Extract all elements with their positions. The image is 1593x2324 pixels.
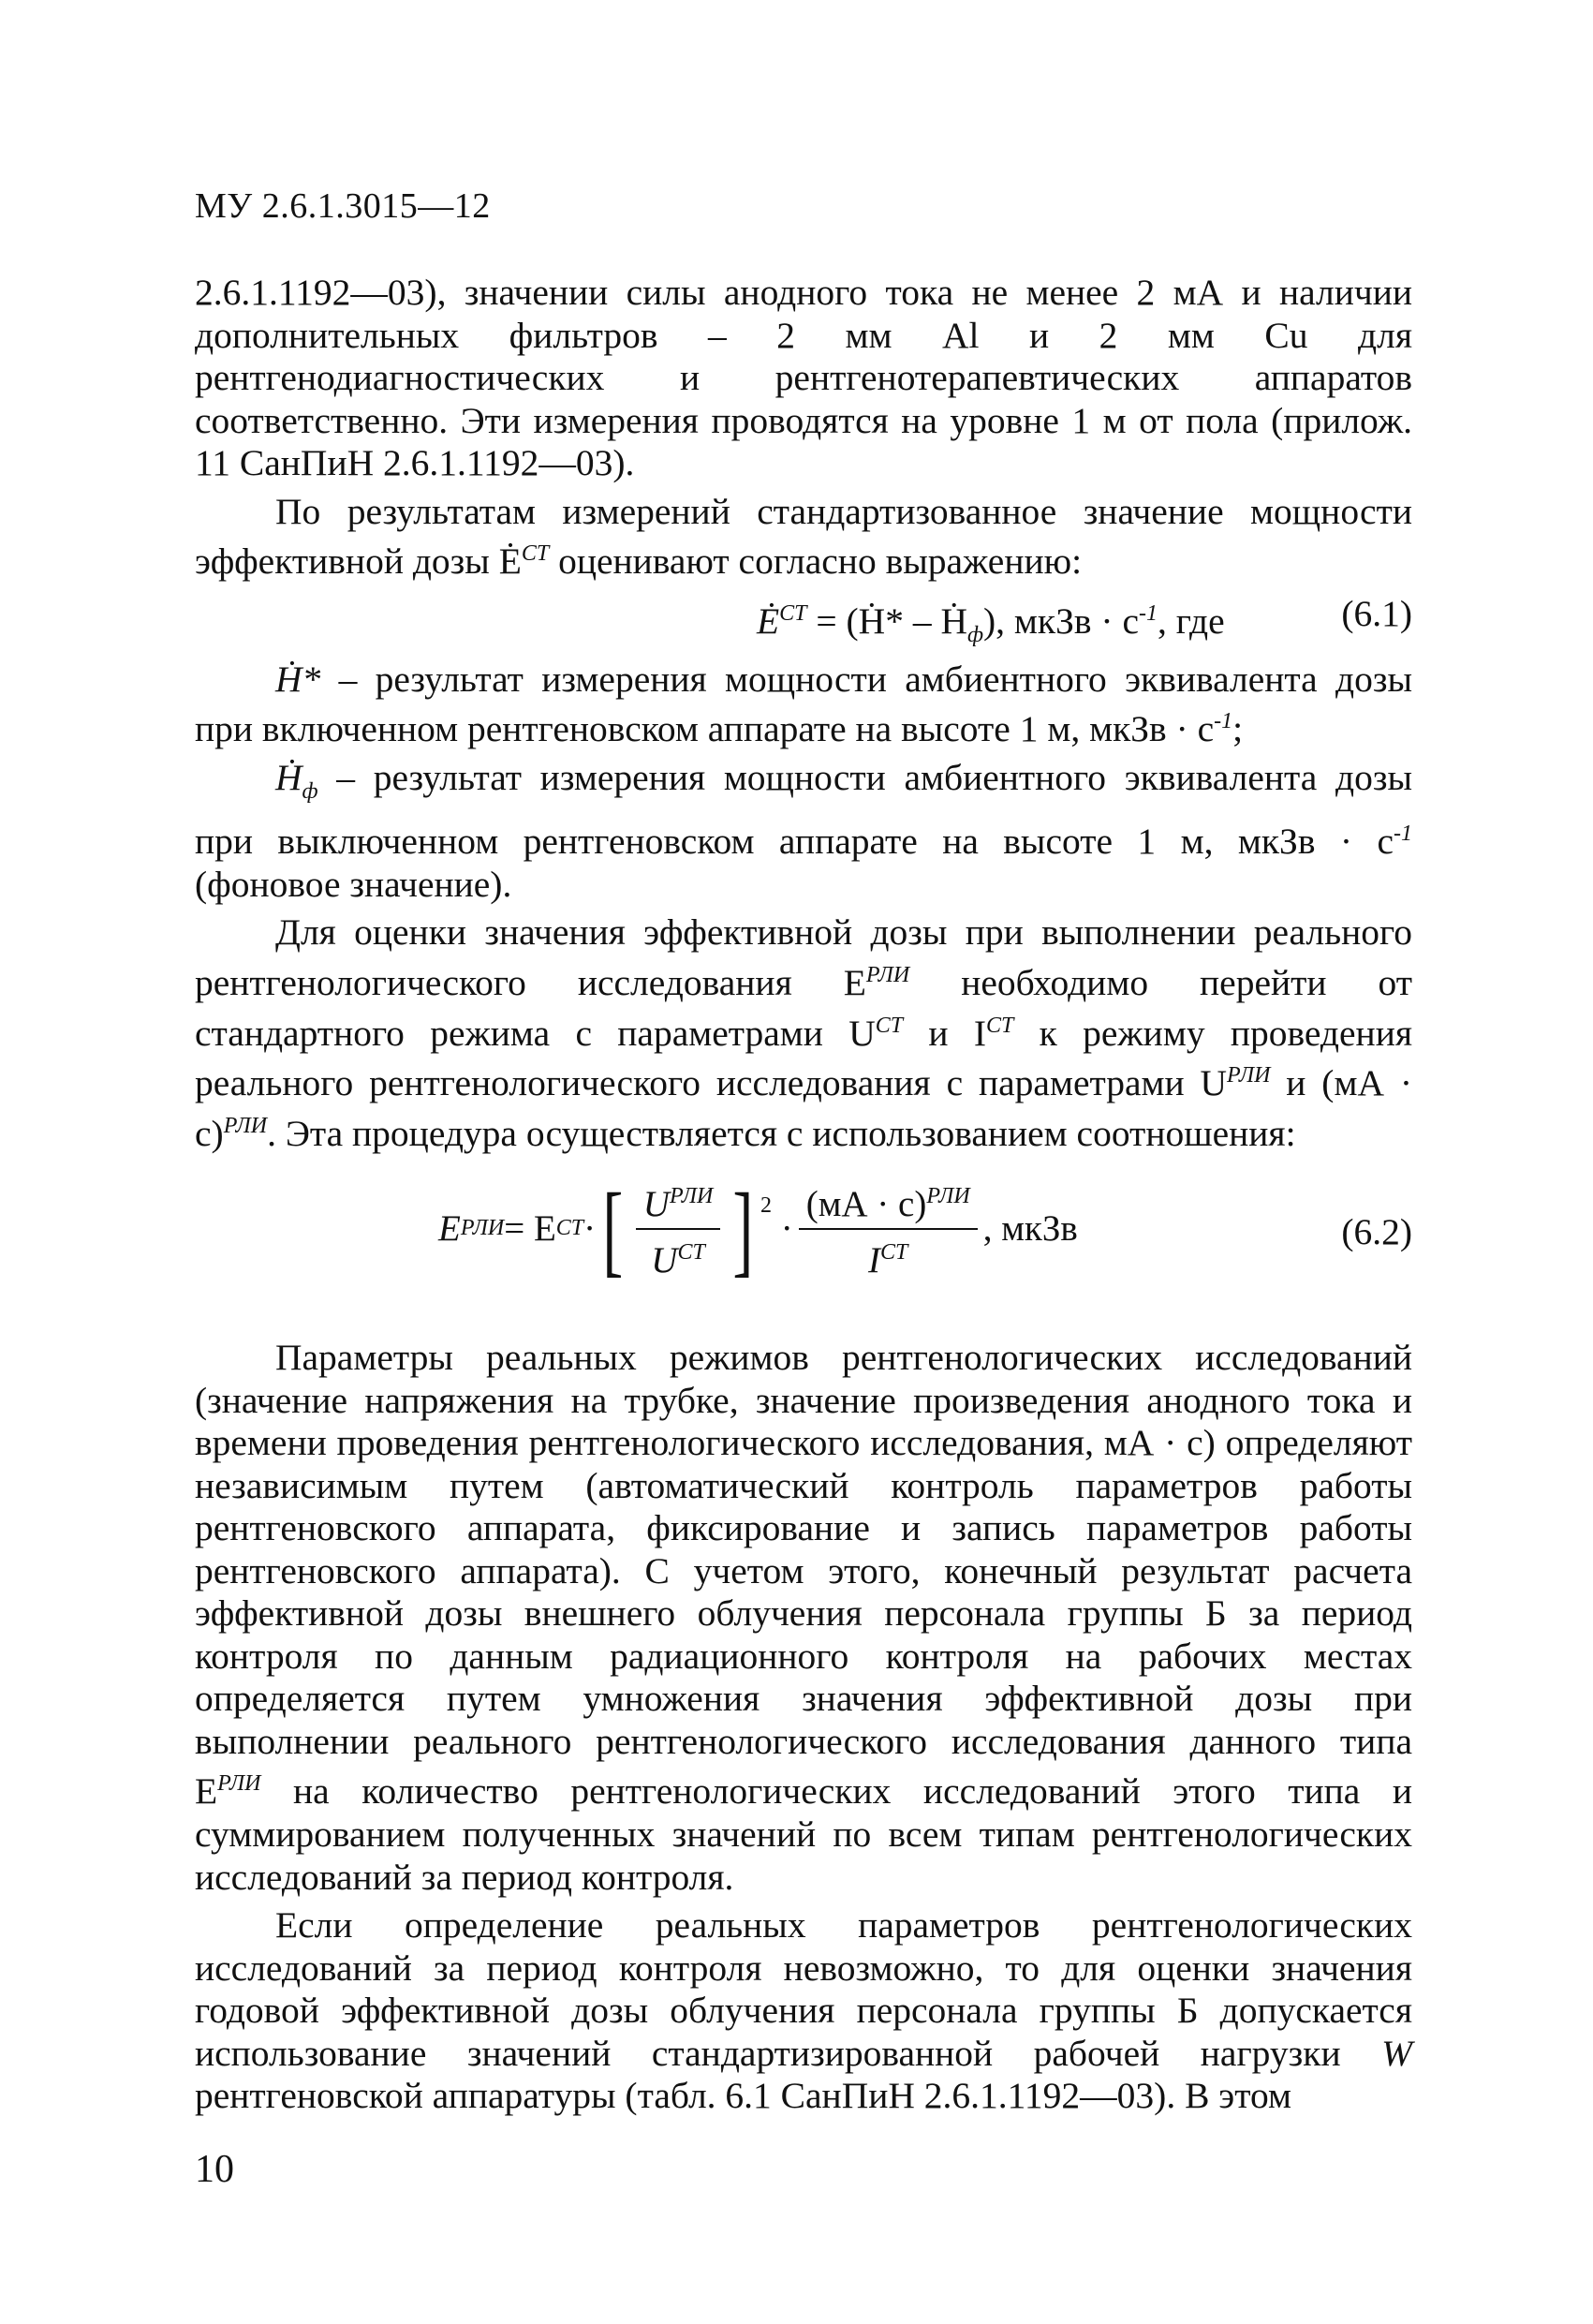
document-code-header: МУ 2.6.1.3015—12	[195, 186, 491, 226]
voltage-ratio-fraction: $\frac{U^{РЛИ}}{U^{СТ}}$	[636, 1176, 721, 1281]
body-text	[195, 272, 1412, 2124]
right-bracket: ]	[732, 1171, 754, 1286]
paragraph-4: Ḣ$_ф$ – результат измерения мощности амбиентного эквивалента дозы при выключенном рентгеновском аппарате на высоте 1 м, мкЗв · $с^{-1}$ (фоновое значение).	[195, 756, 1412, 905]
paragraph-3: Ḣ* – результат измерения мощности амбиентного эквивалента дозы при включенном рентгеновском аппарате на высоте 1 м, мкЗв · $с^{-1}$;	[195, 658, 1412, 750]
paragraph-6: Параметры реальных режимов рентгенологических исследований (значение напряжения на трубке, значение произведения анодного тока и времени проведения рентгенологического исследования, мА · с) определяют независимым путем (автоматический контроль параметров работы рентгеновского аппарата, фиксирование и запись параметров работы рентгеновского аппарата). С учетом этого, конечный результат расчета эффективной дозы внешнего облучения персонала группы Б за период контроля по данным радиационного контроля на рабочих местах определяется путем умножения значения эффективной дозы при выполнении реального рентгенологического исследования данного типа $E^{РЛИ}$ на количество рентгенологических исследований этого типа и суммированием полученных значений по всем типам рентгенологических исследований за период контроля.	[195, 1337, 1412, 1898]
paragraph-1: 2.6.1.1192—03), значении силы анодного тока не менее 2 мА и наличии дополнительных фильтров – 2 мм Al и 2 мм Cu для рентгенодиагностических и рентгенотерапевтических аппаратов соответственно. Эти измерения проводятся на уровне 1 м от пола (прилож. 11 СанПиН 2.6.1.1192—03).	[195, 272, 1412, 483]
formula-6-2-expression: E РЛИ = E СТ · [ $\frac{U^{РЛИ}}{U^{СТ}}$ ] $^2$ · $\frac{(мА \cdot с)^{РЛИ}}{I^{СТ}}$ , мкЗв	[438, 1171, 1078, 1286]
paragraph-7: Если определение реальных параметров рентгенологических исследований за период контроля невозможно, то для оценки значения годовой эффективной дозы облучения персонала группы Б допускается использование значений стандартизированной рабочей нагрузки W рентгеновской аппаратуры (табл. 6.1 СанПиН 2.6.1.1192—03). В этом	[195, 1904, 1412, 2117]
formula-6-1	[195, 589, 1412, 645]
paragraph-5: Для оценки значения эффективной дозы при выполнении реального рентгенологического исследования $E^{РЛИ}$ необходимо перейти от стандартного режима с параметрами $U^{СТ}$ и $I^{СТ}$ к режиму проведения реального рентгенологического исследования с параметрами $U^{РЛИ}$ и (мА · с)$^{РЛИ}$. Эта процедура осуществляется с использованием соотношения:	[195, 911, 1413, 1154]
left-bracket: [	[602, 1171, 624, 1286]
formula-6-1-expression: $Ė^{СТ}$ = (Ḣ* – Ḣ$_ф$), мкЗв · $с^{-1}$, где	[757, 600, 1225, 647]
formula-6-2-number: (6.2)	[1341, 1211, 1412, 1253]
paragraph-2: По результатам измерений стандартизованное значение мощности эффективной дозы $Ė^{СТ}$ оценивают согласно выражению:	[195, 490, 1412, 583]
formula-6-2	[195, 1170, 1412, 1309]
current-ratio-fraction: $\frac{(мА \cdot с)^{РЛИ}}{I^{СТ}}$	[799, 1176, 978, 1281]
formula-6-1-number: (6.1)	[1341, 592, 1412, 634]
page-number: 10	[195, 2148, 234, 2191]
